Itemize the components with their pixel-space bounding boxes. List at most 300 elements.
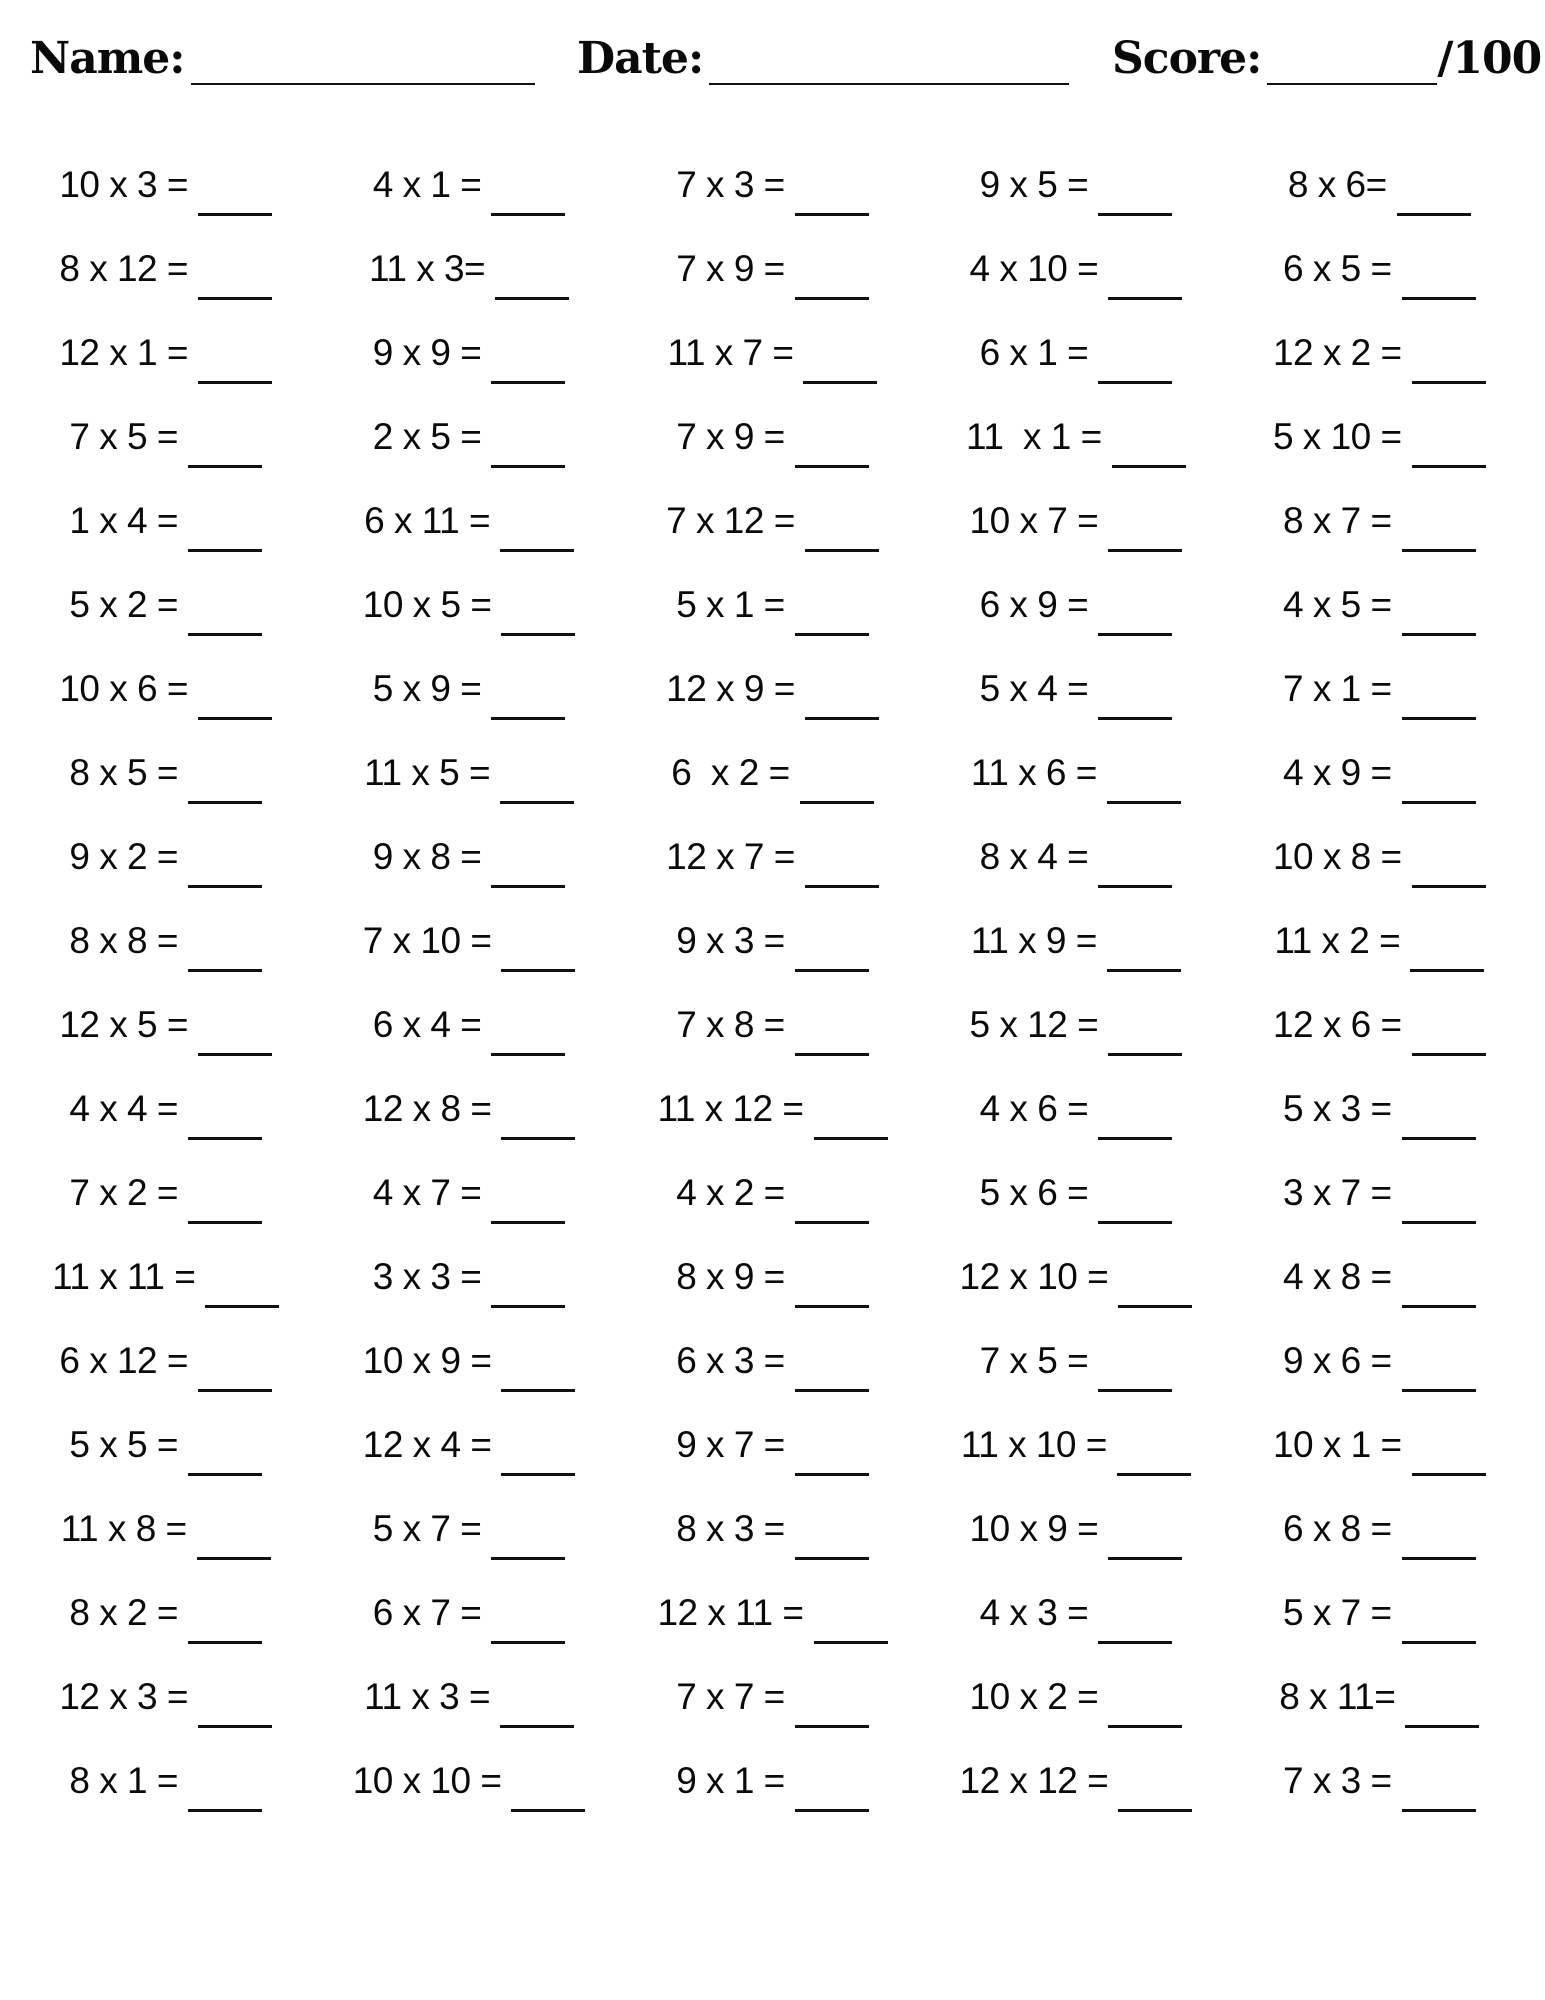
problem-cell bbox=[924, 982, 1227, 1066]
problem-expression: 7 x 12 = bbox=[666, 499, 795, 541]
problem-cell bbox=[1228, 1486, 1531, 1570]
problem-cell bbox=[924, 1402, 1227, 1486]
problem-cell bbox=[317, 646, 620, 730]
problem-expression: 9 x 8 = bbox=[372, 835, 482, 877]
problem-cell bbox=[317, 814, 620, 898]
answer-blank[interactable] bbox=[1108, 1557, 1182, 1560]
problem-expression: 10 x 6 = bbox=[59, 667, 189, 709]
problem-cell bbox=[1228, 1570, 1531, 1654]
problem-cell bbox=[14, 226, 317, 310]
problem-cell bbox=[317, 730, 620, 814]
problem-expression: 5 x 4 = bbox=[979, 667, 1089, 709]
problem-cell bbox=[1228, 730, 1531, 814]
problem-expression: 4 x 10 = bbox=[969, 247, 1099, 289]
problems-grid bbox=[14, 142, 1531, 1822]
problem-cell bbox=[14, 730, 317, 814]
problem-cell bbox=[1228, 1234, 1531, 1318]
problem-expression: 7 x 10 = bbox=[362, 919, 492, 961]
problem-cell bbox=[14, 898, 317, 982]
problem-expression: 8 x 6= bbox=[1287, 163, 1387, 205]
answer-blank[interactable] bbox=[1402, 633, 1476, 636]
problem-cell bbox=[1228, 310, 1531, 394]
problem-expression: 8 x 5 = bbox=[69, 751, 178, 793]
problem-cell bbox=[621, 898, 924, 982]
problem-cell bbox=[621, 1150, 924, 1234]
problem-cell bbox=[924, 1150, 1227, 1234]
problem-expression: 4 x 6 = bbox=[979, 1087, 1089, 1129]
problem-expression: 4 x 2 = bbox=[676, 1171, 785, 1213]
problem-cell bbox=[924, 1234, 1227, 1318]
answer-blank[interactable] bbox=[198, 213, 272, 216]
problem-expression: 2 x 5 = bbox=[372, 415, 482, 457]
answer-blank[interactable] bbox=[1118, 1305, 1192, 1308]
answer-blank[interactable] bbox=[205, 1305, 279, 1308]
problem-expression: 6 x 7 = bbox=[372, 1591, 482, 1633]
problem-cell bbox=[14, 310, 317, 394]
score-field-group bbox=[1112, 34, 1541, 85]
name-input-line[interactable] bbox=[191, 37, 535, 85]
problem-expression: 10 x 2 = bbox=[969, 1675, 1099, 1717]
problem-cell bbox=[317, 1570, 620, 1654]
problem-expression: 7 x 9 = bbox=[676, 415, 785, 457]
problem-expression: 12 x 12 = bbox=[959, 1759, 1109, 1801]
problem-cell bbox=[1228, 1738, 1531, 1822]
date-input-line[interactable] bbox=[709, 37, 1069, 85]
answer-blank[interactable] bbox=[1098, 1221, 1172, 1224]
answer-blank[interactable] bbox=[1107, 801, 1181, 804]
answer-blank[interactable] bbox=[795, 1725, 869, 1728]
problem-expression: 7 x 3 = bbox=[1282, 1759, 1392, 1801]
name-field-group bbox=[30, 34, 535, 85]
problem-expression: 12 x 8 = bbox=[362, 1087, 492, 1129]
problem-cell bbox=[1228, 898, 1531, 982]
answer-blank[interactable] bbox=[795, 969, 869, 972]
problem-cell bbox=[1228, 646, 1531, 730]
problem-cell bbox=[924, 1570, 1227, 1654]
problem-expression: 5 x 6 = bbox=[979, 1171, 1089, 1213]
problem-cell bbox=[14, 1570, 317, 1654]
problem-cell bbox=[317, 142, 620, 226]
problem-cell bbox=[924, 1738, 1227, 1822]
problem-cell bbox=[317, 982, 620, 1066]
answer-blank[interactable] bbox=[795, 1809, 869, 1812]
problem-cell bbox=[317, 1654, 620, 1738]
problem-expression: 5 x 7 = bbox=[372, 1507, 482, 1549]
problem-cell bbox=[621, 394, 924, 478]
answer-blank[interactable] bbox=[198, 381, 272, 384]
problem-cell bbox=[924, 1318, 1227, 1402]
answer-blank[interactable] bbox=[188, 1473, 262, 1476]
problem-expression: 12 x 5 = bbox=[59, 1003, 189, 1045]
problem-cell bbox=[1228, 562, 1531, 646]
problem-expression: 10 x 5 = bbox=[362, 583, 492, 625]
problem-expression: 8 x 9 = bbox=[676, 1255, 785, 1297]
problem-expression: 9 x 7 = bbox=[676, 1423, 785, 1465]
problem-expression: 6 x 11 = bbox=[364, 499, 491, 541]
problem-expression: 9 x 1 = bbox=[676, 1759, 785, 1801]
answer-blank[interactable] bbox=[795, 633, 869, 636]
problem-expression: 10 x 9 = bbox=[362, 1339, 492, 1381]
problem-expression: 8 x 1 = bbox=[69, 1759, 178, 1801]
answer-blank[interactable] bbox=[491, 1053, 565, 1056]
answer-blank[interactable] bbox=[500, 549, 574, 552]
problem-cell bbox=[621, 1486, 924, 1570]
problem-expression: 4 x 4 = bbox=[69, 1087, 178, 1129]
problem-cell bbox=[317, 1066, 620, 1150]
answer-blank[interactable] bbox=[1405, 1725, 1479, 1728]
problem-expression: 5 x 2 = bbox=[69, 583, 178, 625]
answer-blank[interactable] bbox=[198, 717, 272, 720]
answer-blank[interactable] bbox=[1402, 1389, 1476, 1392]
problem-cell bbox=[621, 142, 924, 226]
problem-expression: 7 x 8 = bbox=[676, 1003, 785, 1045]
answer-blank[interactable] bbox=[795, 1389, 869, 1392]
problem-cell bbox=[14, 478, 317, 562]
answer-blank[interactable] bbox=[1098, 717, 1172, 720]
problem-expression: 11 x 3= bbox=[369, 247, 486, 289]
problem-expression: 7 x 5 = bbox=[69, 415, 178, 457]
problem-expression: 8 x 4 = bbox=[979, 835, 1089, 877]
answer-blank[interactable] bbox=[814, 1641, 888, 1644]
problem-expression: 12 x 2 = bbox=[1272, 331, 1402, 373]
problem-cell bbox=[924, 562, 1227, 646]
answer-blank[interactable] bbox=[1402, 801, 1476, 804]
problem-cell bbox=[1228, 982, 1531, 1066]
problem-cell bbox=[924, 1066, 1227, 1150]
problem-expression: 7 x 2 = bbox=[69, 1171, 178, 1213]
problem-expression: 10 x 10 = bbox=[352, 1759, 502, 1801]
problem-expression: 4 x 9 = bbox=[1282, 751, 1392, 793]
problem-cell bbox=[317, 226, 620, 310]
problem-cell bbox=[317, 394, 620, 478]
problem-cell bbox=[14, 142, 317, 226]
answer-blank[interactable] bbox=[1098, 885, 1172, 888]
answer-blank[interactable] bbox=[1402, 1221, 1476, 1224]
problem-expression: 7 x 9 = bbox=[676, 247, 785, 289]
problem-expression: 11 x 10 = bbox=[960, 1423, 1107, 1465]
answer-blank[interactable] bbox=[188, 465, 262, 468]
problem-expression: 4 x 5 = bbox=[1282, 583, 1392, 625]
problem-expression: 4 x 8 = bbox=[1282, 1255, 1392, 1297]
problem-cell bbox=[317, 1150, 620, 1234]
problem-cell bbox=[924, 1486, 1227, 1570]
problem-expression: 8 x 7 = bbox=[1282, 499, 1392, 541]
problem-expression: 11 x 12 = bbox=[657, 1087, 804, 1129]
problem-expression: 8 x 3 = bbox=[676, 1507, 785, 1549]
problem-expression: 12 x 11 = bbox=[657, 1591, 804, 1633]
problem-cell bbox=[924, 226, 1227, 310]
problem-cell bbox=[621, 478, 924, 562]
answer-blank[interactable] bbox=[491, 885, 565, 888]
answer-blank[interactable] bbox=[188, 633, 262, 636]
problem-expression: 11 x 7 = bbox=[667, 331, 794, 373]
problem-cell bbox=[14, 1234, 317, 1318]
answer-blank[interactable] bbox=[1412, 465, 1486, 468]
problem-expression: 10 x 7 = bbox=[969, 499, 1099, 541]
answer-blank[interactable] bbox=[491, 381, 565, 384]
problem-cell bbox=[14, 814, 317, 898]
problem-expression: 12 x 4 = bbox=[362, 1423, 492, 1465]
answer-blank[interactable] bbox=[197, 1557, 271, 1560]
problem-cell bbox=[317, 1234, 620, 1318]
problem-cell bbox=[14, 562, 317, 646]
problem-expression: 5 x 9 = bbox=[372, 667, 482, 709]
problem-expression: 8 x 2 = bbox=[69, 1591, 178, 1633]
problem-expression: 7 x 5 = bbox=[979, 1339, 1089, 1381]
answer-blank[interactable] bbox=[491, 1221, 565, 1224]
problem-cell bbox=[317, 1402, 620, 1486]
problem-cell bbox=[1228, 1150, 1531, 1234]
problem-cell bbox=[924, 478, 1227, 562]
answer-blank[interactable] bbox=[1107, 969, 1181, 972]
problem-expression: 6 x 8 = bbox=[1282, 1507, 1392, 1549]
answer-blank[interactable] bbox=[500, 1725, 574, 1728]
answer-blank[interactable] bbox=[198, 1725, 272, 1728]
problem-cell bbox=[14, 1150, 317, 1234]
problem-cell bbox=[621, 1318, 924, 1402]
answer-blank[interactable] bbox=[795, 1305, 869, 1308]
problem-cell bbox=[14, 1318, 317, 1402]
name-label: Name: bbox=[30, 33, 185, 84]
answer-blank[interactable] bbox=[501, 969, 575, 972]
answer-blank[interactable] bbox=[1098, 1641, 1172, 1644]
problem-cell bbox=[621, 982, 924, 1066]
problem-expression: 11 x 11 = bbox=[52, 1255, 196, 1297]
answer-blank[interactable] bbox=[198, 1389, 272, 1392]
answer-blank[interactable] bbox=[491, 1641, 565, 1644]
problem-expression: 12 x 3 = bbox=[59, 1675, 189, 1717]
answer-blank[interactable] bbox=[1098, 633, 1172, 636]
problem-expression: 11 x 3 = bbox=[364, 1675, 491, 1717]
answer-blank[interactable] bbox=[188, 885, 262, 888]
answer-blank[interactable] bbox=[501, 1389, 575, 1392]
problem-expression: 8 x 11= bbox=[1279, 1675, 1396, 1717]
answer-blank[interactable] bbox=[188, 1809, 262, 1812]
answer-blank[interactable] bbox=[188, 1137, 262, 1140]
problem-expression: 11 x 1 = bbox=[966, 415, 1102, 457]
problem-cell bbox=[621, 1570, 924, 1654]
problem-cell bbox=[317, 1318, 620, 1402]
answer-blank[interactable] bbox=[198, 1053, 272, 1056]
answer-blank[interactable] bbox=[188, 969, 262, 972]
problem-cell bbox=[924, 1654, 1227, 1738]
problem-expression: 3 x 3 = bbox=[372, 1255, 482, 1297]
problem-expression: 5 x 10 = bbox=[1272, 415, 1402, 457]
answer-blank[interactable] bbox=[491, 717, 565, 720]
score-input-line[interactable] bbox=[1267, 37, 1437, 85]
problem-expression: 12 x 10 = bbox=[959, 1255, 1109, 1297]
answer-blank[interactable] bbox=[795, 1473, 869, 1476]
answer-blank[interactable] bbox=[795, 297, 869, 300]
answer-blank[interactable] bbox=[188, 1221, 262, 1224]
answer-blank[interactable] bbox=[1412, 885, 1486, 888]
problem-expression: 5 x 5 = bbox=[69, 1423, 178, 1465]
answer-blank[interactable] bbox=[1412, 1473, 1486, 1476]
answer-blank[interactable] bbox=[1108, 1725, 1182, 1728]
problem-expression: 5 x 7 = bbox=[1282, 1591, 1392, 1633]
problem-cell bbox=[14, 1654, 317, 1738]
answer-blank[interactable] bbox=[1410, 969, 1484, 972]
answer-blank[interactable] bbox=[1402, 1305, 1476, 1308]
answer-blank[interactable] bbox=[491, 1557, 565, 1560]
problem-expression: 4 x 3 = bbox=[979, 1591, 1089, 1633]
problem-cell bbox=[924, 142, 1227, 226]
answer-blank[interactable] bbox=[501, 1137, 575, 1140]
problem-expression: 6 x 2 = bbox=[671, 751, 790, 793]
problem-expression: 12 x 6 = bbox=[1272, 1003, 1402, 1045]
answer-blank[interactable] bbox=[1117, 1473, 1191, 1476]
problem-expression: 9 x 2 = bbox=[69, 835, 178, 877]
answer-blank[interactable] bbox=[500, 801, 574, 804]
answer-blank[interactable] bbox=[501, 633, 575, 636]
problem-expression: 5 x 12 = bbox=[969, 1003, 1099, 1045]
answer-blank[interactable] bbox=[1098, 1389, 1172, 1392]
problem-expression: 1 x 4 = bbox=[69, 499, 178, 541]
problem-cell bbox=[1228, 1402, 1531, 1486]
problem-expression: 8 x 8 = bbox=[69, 919, 178, 961]
problem-cell bbox=[621, 1066, 924, 1150]
problem-cell bbox=[1228, 1654, 1531, 1738]
problem-expression: 6 x 5 = bbox=[1282, 247, 1392, 289]
answer-blank[interactable] bbox=[1108, 549, 1182, 552]
date-label: Date: bbox=[577, 33, 704, 84]
problem-expression: 10 x 8 = bbox=[1272, 835, 1402, 877]
problem-cell bbox=[317, 310, 620, 394]
answer-blank[interactable] bbox=[795, 213, 869, 216]
problem-cell bbox=[14, 394, 317, 478]
problem-expression: 7 x 3 = bbox=[676, 163, 785, 205]
score-label: Score: bbox=[1112, 33, 1262, 84]
answer-blank[interactable] bbox=[1098, 1137, 1172, 1140]
problem-cell bbox=[621, 562, 924, 646]
problem-expression: 6 x 1 = bbox=[979, 331, 1089, 373]
problem-expression: 6 x 3 = bbox=[676, 1339, 785, 1381]
problem-expression: 11 x 6 = bbox=[970, 751, 1097, 793]
answer-blank[interactable] bbox=[1118, 1809, 1192, 1812]
answer-blank[interactable] bbox=[1412, 1053, 1486, 1056]
problem-expression: 5 x 3 = bbox=[1282, 1087, 1392, 1129]
answer-blank[interactable] bbox=[805, 717, 879, 720]
problem-expression: 10 x 9 = bbox=[969, 1507, 1099, 1549]
problem-cell bbox=[14, 1738, 317, 1822]
problem-expression: 8 x 12 = bbox=[59, 247, 189, 289]
problem-cell bbox=[317, 562, 620, 646]
problem-cell bbox=[317, 1738, 620, 1822]
problem-cell bbox=[14, 1486, 317, 1570]
answer-blank[interactable] bbox=[198, 297, 272, 300]
answer-blank[interactable] bbox=[1108, 297, 1182, 300]
problem-expression: 5 x 1 = bbox=[676, 583, 785, 625]
problem-expression: 11 x 2 = bbox=[1274, 919, 1401, 961]
problem-cell bbox=[1228, 814, 1531, 898]
answer-blank[interactable] bbox=[795, 465, 869, 468]
answer-blank[interactable] bbox=[1402, 297, 1476, 300]
problem-expression: 10 x 1 = bbox=[1272, 1423, 1402, 1465]
problem-expression: 12 x 7 = bbox=[666, 835, 795, 877]
problem-cell bbox=[924, 814, 1227, 898]
answer-blank[interactable] bbox=[795, 1053, 869, 1056]
answer-blank[interactable] bbox=[188, 801, 262, 804]
answer-blank[interactable] bbox=[491, 213, 565, 216]
problem-cell bbox=[924, 730, 1227, 814]
answer-blank[interactable] bbox=[188, 549, 262, 552]
problem-cell bbox=[1228, 394, 1531, 478]
answer-blank[interactable] bbox=[814, 1137, 888, 1140]
problem-expression: 12 x 1 = bbox=[59, 331, 189, 373]
answer-blank[interactable] bbox=[1112, 465, 1186, 468]
problem-cell bbox=[14, 982, 317, 1066]
problem-expression: 9 x 5 = bbox=[979, 163, 1089, 205]
answer-blank[interactable] bbox=[1402, 1557, 1476, 1560]
answer-blank[interactable] bbox=[511, 1809, 585, 1812]
problem-cell bbox=[621, 646, 924, 730]
answer-blank[interactable] bbox=[491, 465, 565, 468]
answer-blank[interactable] bbox=[501, 1473, 575, 1476]
answer-blank[interactable] bbox=[1098, 381, 1172, 384]
answer-blank[interactable] bbox=[800, 801, 874, 804]
problem-expression: 3 x 7 = bbox=[1282, 1171, 1392, 1213]
problem-cell bbox=[924, 646, 1227, 730]
problem-cell bbox=[621, 814, 924, 898]
answer-blank[interactable] bbox=[795, 1221, 869, 1224]
problem-expression: 11 x 5 = bbox=[364, 751, 491, 793]
answer-blank[interactable] bbox=[805, 549, 879, 552]
problem-cell bbox=[924, 898, 1227, 982]
problem-expression: 7 x 7 = bbox=[676, 1675, 785, 1717]
problem-expression: 6 x 12 = bbox=[59, 1339, 189, 1381]
answer-blank[interactable] bbox=[795, 1557, 869, 1560]
answer-blank[interactable] bbox=[1098, 213, 1172, 216]
problem-expression: 10 x 3 = bbox=[59, 163, 189, 205]
problem-cell bbox=[621, 1738, 924, 1822]
problem-expression: 9 x 9 = bbox=[372, 331, 482, 373]
answer-blank[interactable] bbox=[1402, 1137, 1476, 1140]
problem-cell bbox=[14, 1402, 317, 1486]
problem-expression: 12 x 9 = bbox=[666, 667, 795, 709]
problem-cell bbox=[621, 1654, 924, 1738]
problem-expression: 11 x 8 = bbox=[60, 1507, 187, 1549]
problem-cell bbox=[924, 394, 1227, 478]
problem-cell bbox=[1228, 226, 1531, 310]
problem-cell bbox=[1228, 142, 1531, 226]
problem-expression: 11 x 9 = bbox=[970, 919, 1097, 961]
score-total: /100 bbox=[1437, 33, 1542, 84]
date-field-group bbox=[577, 34, 1069, 85]
answer-blank[interactable] bbox=[1412, 381, 1486, 384]
answer-blank[interactable] bbox=[188, 1641, 262, 1644]
problem-cell bbox=[621, 1234, 924, 1318]
problem-expression: 9 x 6 = bbox=[1282, 1339, 1392, 1381]
problem-cell bbox=[621, 730, 924, 814]
problem-cell bbox=[14, 1066, 317, 1150]
answer-blank[interactable] bbox=[1402, 549, 1476, 552]
answer-blank[interactable] bbox=[805, 885, 879, 888]
answer-blank[interactable] bbox=[1108, 1053, 1182, 1056]
problem-expression: 7 x 1 = bbox=[1282, 667, 1392, 709]
answer-blank[interactable] bbox=[491, 1305, 565, 1308]
answer-blank[interactable] bbox=[1397, 213, 1471, 216]
answer-blank[interactable] bbox=[1402, 1641, 1476, 1644]
answer-blank[interactable] bbox=[803, 381, 877, 384]
problem-cell bbox=[317, 478, 620, 562]
problem-expression: 6 x 4 = bbox=[372, 1003, 482, 1045]
answer-blank[interactable] bbox=[1402, 1809, 1476, 1812]
problem-cell bbox=[14, 646, 317, 730]
answer-blank[interactable] bbox=[1402, 717, 1476, 720]
problem-cell bbox=[1228, 478, 1531, 562]
problem-expression: 6 x 9 = bbox=[979, 583, 1089, 625]
answer-blank[interactable] bbox=[495, 297, 569, 300]
